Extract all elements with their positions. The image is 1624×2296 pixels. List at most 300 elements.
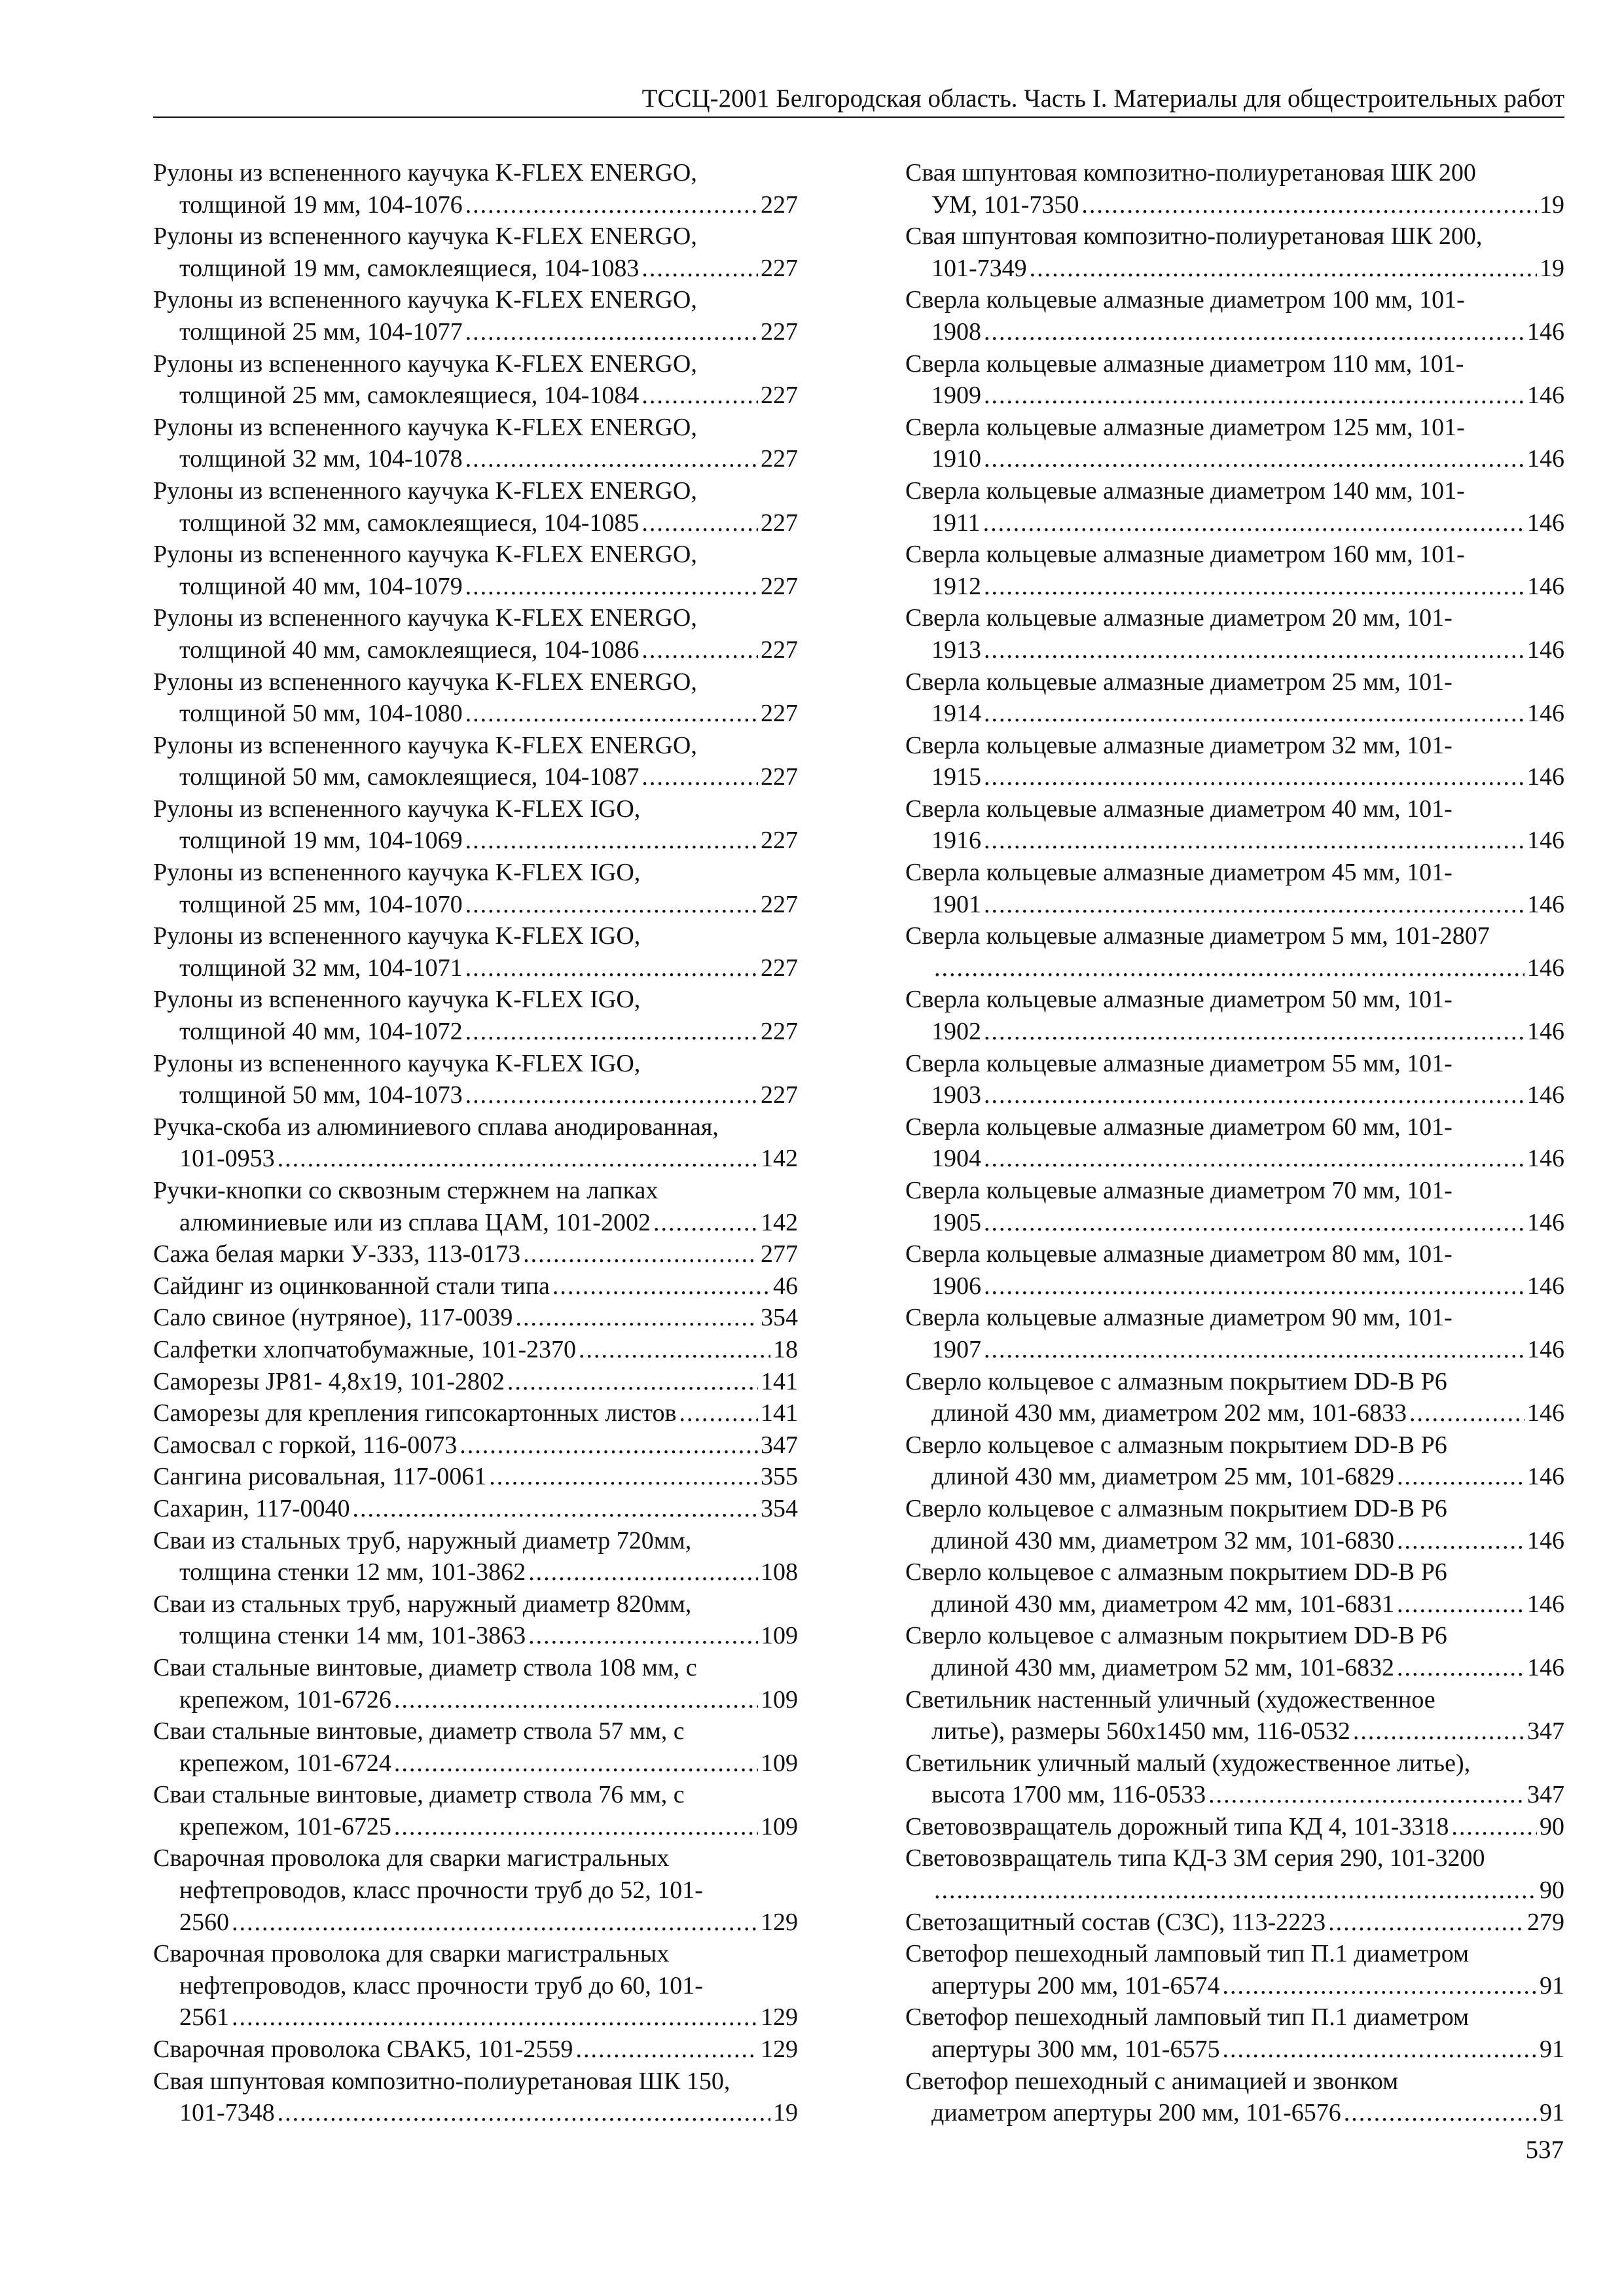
index-entry-page: 347 <box>1527 1717 1564 1746</box>
index-entry <box>153 1238 798 1270</box>
index-entry-text: Светофор пешеходный ламповый тип П.1 диаметром <box>905 1940 1470 1968</box>
dot-leader <box>278 2097 770 2129</box>
index-entry-page: 279 <box>1527 1908 1564 1936</box>
index-entry-leader-line <box>905 1811 1564 1843</box>
index-entry <box>905 920 1564 984</box>
index-entry-tail: толщиной 32 мм, самоклеящиеся, 104-1085 <box>179 509 640 537</box>
index-entry <box>153 1493 798 1525</box>
index-entry <box>153 539 798 602</box>
index-entry-page: 46 <box>773 1272 798 1300</box>
dot-leader <box>465 698 758 730</box>
index-entry-leader-line <box>179 1079 798 1111</box>
index-entry-tail: 1908 <box>931 317 981 346</box>
index-column-left <box>153 157 798 2129</box>
dot-leader <box>460 1429 758 1462</box>
index-entry <box>153 1842 798 1938</box>
index-entry-text: Сверло кольцевое с алмазным покрытием DD-B P6 <box>905 1622 1447 1650</box>
index-entry-text: Светофор пешеходный ламповый тип П.1 диаметром <box>905 2003 1470 2032</box>
index-entry-page: 227 <box>761 190 798 219</box>
index-entry-leader-line <box>179 1207 798 1239</box>
index-entry-tail: 1914 <box>931 700 981 728</box>
index-entry-leader-line <box>931 1270 1564 1302</box>
index-entry-leader-line <box>179 253 798 285</box>
index-entry <box>153 1429 798 1462</box>
index-entry-tail: 1906 <box>931 1272 981 1300</box>
index-entry-page: 146 <box>1527 636 1564 664</box>
dot-leader <box>984 1143 1525 1175</box>
index-entry-text: Сверла кольцевые алмазные диаметром 40 мм, 101- <box>905 795 1453 823</box>
dot-leader <box>984 761 1525 793</box>
index-entry-page: 146 <box>1527 1653 1564 1681</box>
index-entry-page: 19 <box>773 2099 798 2127</box>
index-entry-page: 146 <box>1527 1463 1564 1491</box>
index-entry-text: Рулоны из вспененного каучука K-FLEX ENERGO, <box>153 731 697 759</box>
index-entry-leader-line <box>179 1620 798 1652</box>
index-entry-page: 91 <box>1540 2036 1564 2064</box>
index-entry-leader-line <box>179 825 798 857</box>
index-entry-leader-line <box>931 1016 1564 1048</box>
index-entry-tail: Светозащитный состав (СЗС), 113-2223 <box>905 1908 1326 1936</box>
index-entry-tail: 1903 <box>931 1081 981 1109</box>
dot-leader <box>984 889 1525 921</box>
dot-leader <box>465 571 758 603</box>
index-entry-page: 146 <box>1527 1526 1564 1554</box>
index-entry-page: 129 <box>761 2003 798 2032</box>
index-entry <box>905 1556 1564 1620</box>
dot-leader <box>1353 1715 1525 1748</box>
index-entry-leader-line <box>931 316 1564 348</box>
index-entry-tail: Самосвал с горкой, 116-0073 <box>153 1431 458 1459</box>
dot-leader <box>984 1270 1525 1302</box>
index-entry <box>153 1461 798 1493</box>
index-entry-leader-line <box>179 952 798 984</box>
index-entry-tail: Сварочная проволока СВАК5, 101-2559 <box>153 2036 573 2064</box>
index-entry-leader-line <box>179 380 798 412</box>
index-entry-page: 109 <box>761 1622 798 1650</box>
index-entry-leader-line <box>153 1302 798 1334</box>
index-entry <box>905 1493 1564 1556</box>
index-entry-page: 90 <box>1540 1812 1564 1840</box>
index-entry-leader-line <box>931 1715 1564 1748</box>
index-entry-page: 146 <box>1527 700 1564 728</box>
index-entry-leader-line <box>931 380 1564 412</box>
index-entry-tail: апертуры 200 мм, 101-6574 <box>931 1971 1220 2000</box>
index-entry-leader-line <box>179 1907 798 1939</box>
index-entry <box>905 1366 1564 1429</box>
index-entry-page: 227 <box>761 382 798 410</box>
index-column-right <box>905 157 1564 2129</box>
index-entry-tail: УМ, 101-7350 <box>931 190 1079 219</box>
dot-leader <box>984 316 1525 348</box>
index-entry-page: 146 <box>1527 763 1564 791</box>
index-entry <box>153 2066 798 2129</box>
index-entry <box>905 1748 1564 1811</box>
dot-leader <box>934 952 1525 984</box>
index-entry <box>905 1684 1564 1748</box>
index-entry-text: Свая шпунтовая композитно-полиуретановая ШК 150, <box>153 2067 731 2095</box>
index-entry <box>905 666 1564 730</box>
index-entry-page: 108 <box>761 1558 798 1587</box>
index-entry <box>153 1652 798 1715</box>
index-entry-page: 227 <box>761 509 798 537</box>
index-entry <box>153 475 798 539</box>
index-entry-leader-line <box>931 698 1564 730</box>
index-entry-text: Сверло кольцевое с алмазным покрытием DD-B P6 <box>905 1367 1447 1395</box>
index-entry-text: Сваи стальные винтовые, диаметр ствола 57 мм, с <box>153 1717 685 1746</box>
index-entry-page: 146 <box>1527 1081 1564 1109</box>
dot-leader <box>465 1079 758 1111</box>
index-entry <box>905 539 1564 602</box>
index-entry <box>905 602 1564 666</box>
index-entry-page: 146 <box>1527 1145 1564 1173</box>
index-entry-page: 129 <box>761 1908 798 1936</box>
index-entry <box>153 348 798 412</box>
index-entry-tail: толщиной 40 мм, самоклеящиеся, 104-1086 <box>179 636 640 664</box>
index-entry-text: Рулоны из вспененного каучука K-FLEX ENERGO, <box>153 286 697 314</box>
index-entry-leader-line <box>179 189 798 221</box>
index-entry-leader-line <box>931 2034 1564 2066</box>
index-entry-page: 109 <box>761 1749 798 1777</box>
index-entry-text: Сверла кольцевые алмазные диаметром 100 мм, 101- <box>905 286 1465 314</box>
index-entry-tail: 1909 <box>931 382 981 410</box>
index-entry <box>905 1238 1564 1302</box>
index-entry-text: Сверла кольцевые алмазные диаметром 32 мм, 101- <box>905 731 1453 759</box>
index-entry <box>905 1938 1564 2001</box>
index-entry-text: Свая шпунтовая композитно-полиуретановая ШК 200, <box>905 223 1483 251</box>
dot-leader <box>552 1270 770 1302</box>
dot-leader <box>653 1207 758 1239</box>
index-entry <box>153 793 798 857</box>
index-entry-page: 91 <box>1540 2099 1564 2127</box>
dot-leader <box>641 507 758 539</box>
index-entry-text: Сваи из стальных труб, наружный диаметр 720мм, <box>153 1526 692 1554</box>
index-entry-tail: толщина стенки 14 мм, 101-3863 <box>179 1622 526 1650</box>
index-entry-text: Рулоны из вспененного каучука K-FLEX ENERGO, <box>153 350 697 378</box>
index-entry <box>153 1111 798 1175</box>
index-entry-page: 355 <box>761 1463 798 1491</box>
dot-leader <box>984 825 1525 857</box>
index-entry-tail: 1912 <box>931 572 981 600</box>
index-entry-page: 146 <box>1527 827 1564 855</box>
index-entry-page: 146 <box>1527 509 1564 537</box>
index-entry-page: 227 <box>761 254 798 282</box>
index-entry <box>153 157 798 221</box>
index-entry-page: 146 <box>1527 382 1564 410</box>
index-entry-leader-line <box>153 1270 798 1302</box>
index-entry-tail: толщиной 50 мм, 104-1073 <box>179 1081 463 1109</box>
index-entry-tail: Саморезы JP81- 4,8x19, 101-2802 <box>153 1367 505 1395</box>
index-entry-page: 141 <box>761 1399 798 1427</box>
running-header: ТССЦ-2001 Белгородская область. Часть I. Материалы для общестроительных работ <box>641 84 1564 113</box>
index-entry-page: 146 <box>1527 954 1564 982</box>
index-entry-page: 146 <box>1527 1018 1564 1046</box>
index-entry-page: 227 <box>761 445 798 473</box>
index-entry-tail: 2561 <box>179 2003 229 2032</box>
index-entry <box>905 348 1564 412</box>
index-entry-text: Сверла кольцевые алмазные диаметром 110 мм, 101- <box>905 350 1464 378</box>
dot-leader <box>528 1556 758 1588</box>
index-entry-page: 90 <box>1540 1876 1564 1905</box>
dot-leader <box>1030 253 1537 285</box>
index-entry-leader-line <box>905 1907 1564 1939</box>
index-entry <box>905 2066 1564 2129</box>
index-entry-page: 146 <box>1527 1208 1564 1236</box>
index-entry-tail: толщина стенки 12 мм, 101-3862 <box>179 1558 526 1587</box>
index-entry-page: 91 <box>1540 1971 1564 2000</box>
index-entry-text: Сверла кольцевые алмазные диаметром 5 мм, 101-2807 <box>905 922 1490 950</box>
dot-leader <box>1397 1588 1525 1621</box>
index-entry-text: Ручка-скоба из алюминиевого сплава анодированная, <box>153 1113 719 1141</box>
header-rule <box>153 117 1564 118</box>
dot-leader <box>232 2001 758 2034</box>
index-entry-leader-line <box>931 1779 1564 1811</box>
index-entry-leader-line <box>179 698 798 730</box>
dot-leader <box>1344 2097 1537 2129</box>
index-entry-tail: Сажа белая марки У-333, 113-0173 <box>153 1240 521 1268</box>
index-entry-tail: 1902 <box>931 1018 981 1046</box>
index-entry-leader-line <box>179 2097 798 2129</box>
index-entry-text: Сваи из стальных труб, наружный диаметр 820мм, <box>153 1590 692 1618</box>
index-entry <box>905 412 1564 475</box>
index-entry-tail: толщиной 32 мм, 104-1078 <box>179 445 463 473</box>
index-entry <box>905 284 1564 348</box>
index-entry-leader-line <box>931 952 1564 984</box>
index-entry-tail: литье), размеры 560x1450 мм, 116-0532 <box>931 1717 1350 1746</box>
index-entry-tail: 1907 <box>931 1335 981 1363</box>
dot-leader <box>394 1811 758 1843</box>
index-entry-leader-line <box>931 253 1564 285</box>
index-entry-page: 277 <box>761 1240 798 1268</box>
index-entry-tail: толщиной 19 мм, самоклеящиеся, 104-1083 <box>179 254 640 282</box>
index-entry-page: 227 <box>761 317 798 346</box>
index-entry-tail: толщиной 25 мм, 104-1070 <box>179 890 463 918</box>
dot-leader <box>278 1143 758 1175</box>
index-entry-leader-line <box>153 1397 798 1429</box>
dot-leader <box>465 889 758 921</box>
index-entry <box>905 1429 1564 1493</box>
index-entry <box>905 1842 1564 1906</box>
dot-leader <box>984 1207 1525 1239</box>
dot-leader <box>641 380 758 412</box>
index-entry-text: Рулоны из вспененного каучука K-FLEX IGO, <box>153 795 641 823</box>
index-entry-tail: толщиной 50 мм, 104-1080 <box>179 700 463 728</box>
index-entry-text: Свая шпунтовая композитно-полиуретановая ШК 200 <box>905 159 1476 187</box>
index-entry <box>905 1175 1564 1238</box>
index-entry-page: 146 <box>1527 1399 1564 1427</box>
index-entry-tail: Салфетки хлопчатобумажные, 101-2370 <box>153 1335 576 1363</box>
index-entry-text: Ручки-кнопки со сквозным стержнем на лапках <box>153 1177 659 1204</box>
index-entry-text: Сверло кольцевое с алмазным покрытием DD-B P6 <box>905 1558 1447 1587</box>
index-entry-tail: крепежом, 101-6725 <box>179 1812 391 1840</box>
index-entry-tail: 1910 <box>931 445 981 473</box>
index-entry-tail: длиной 430 мм, диаметром 52 мм, 101-6832 <box>931 1653 1394 1681</box>
dot-leader <box>984 571 1525 603</box>
index-entry-tail: 1901 <box>931 890 981 918</box>
index-entry-text: Сверла кольцевые алмазные диаметром 80 мм, 101- <box>905 1240 1453 1268</box>
index-entry-leader-line <box>179 889 798 921</box>
index-entry-text: Сверла кольцевые алмазные диаметром 125 мм, 101- <box>905 413 1465 441</box>
index-entry-leader-line <box>931 1588 1564 1621</box>
index-entry-page: 18 <box>773 1335 798 1363</box>
dot-leader <box>1222 1970 1537 2002</box>
index-entry-tail: крепежом, 101-6724 <box>179 1749 391 1777</box>
index-entry-page: 227 <box>761 890 798 918</box>
index-entry-text: Рулоны из вспененного каучука K-FLEX ENERGO, <box>153 604 697 632</box>
index-entry-tail: 101-7349 <box>931 254 1027 282</box>
dot-leader <box>641 761 758 793</box>
dot-leader <box>465 443 758 475</box>
index-entry-tail: толщиной 19 мм, 104-1076 <box>179 190 463 219</box>
index-entry-tail: толщиной 32 мм, 104-1071 <box>179 954 463 982</box>
index-entry-text: Светильник настенный уличный (художественное <box>905 1685 1435 1713</box>
index-entry <box>905 1811 1564 1843</box>
index-entry-page: 146 <box>1527 1335 1564 1363</box>
dot-leader <box>983 507 1525 539</box>
index-entry-leader-line <box>931 1334 1564 1366</box>
dot-leader <box>353 1493 759 1525</box>
index-entry-tail: толщиной 40 мм, 104-1072 <box>179 1018 463 1046</box>
index-entry <box>153 1175 798 1238</box>
index-entry-tail: Сайдинг из оцинкованной стали типа <box>153 1272 550 1300</box>
dot-leader <box>465 316 758 348</box>
index-entry-tail: 1916 <box>931 827 981 855</box>
index-entry-page: 227 <box>761 827 798 855</box>
index-entry-page: 227 <box>761 763 798 791</box>
index-entry-text: Рулоны из вспененного каучука K-FLEX IGO, <box>153 859 641 887</box>
index-entry-tail: длиной 430 мм, диаметром 32 мм, 101-6830 <box>931 1526 1394 1554</box>
index-entry <box>153 857 798 920</box>
index-entry <box>153 1588 798 1652</box>
dot-leader <box>1208 1779 1525 1811</box>
index-entry-tail: Световозвращатель дорожный типа КД 4, 101-3318 <box>905 1812 1449 1840</box>
index-entry <box>153 666 798 730</box>
index-entry-text: Сверла кольцевые алмазные диаметром 90 мм, 101- <box>905 1304 1453 1332</box>
index-entry-leader-line <box>179 571 798 603</box>
index-entry-leader-line <box>931 1525 1564 1557</box>
index-entry <box>153 1048 798 1111</box>
index-entry-page: 227 <box>761 1081 798 1109</box>
index-entry-page: 227 <box>761 572 798 600</box>
index-entry-text: Сверла кольцевые алмазные диаметром 45 мм, 101- <box>905 859 1453 887</box>
index-entry-text: Сверла кольцевые алмазные диаметром 60 мм, 101- <box>905 1113 1453 1141</box>
index-entry-text: Рулоны из вспененного каучука K-FLEX IGO, <box>153 986 641 1014</box>
index-entry-leader-line <box>931 1652 1564 1684</box>
index-entry <box>153 1302 798 1334</box>
index-entry-tail: 1905 <box>931 1208 981 1236</box>
index-entry-tail: крепежом, 101-6726 <box>179 1685 391 1713</box>
index-entry <box>153 920 798 984</box>
index-entry-tail: 1911 <box>931 509 981 537</box>
index-entry-page: 347 <box>761 1431 798 1459</box>
dot-leader <box>984 380 1525 412</box>
index-entry <box>153 1715 798 1779</box>
index-entry-leader-line <box>179 316 798 348</box>
index-entry-tail: толщиной 40 мм, 104-1079 <box>179 572 463 600</box>
dot-leader <box>1451 1811 1537 1843</box>
index-entry-leader-line <box>179 761 798 793</box>
index-entry <box>905 1907 1564 1939</box>
index-entry-text: Рулоны из вспененного каучука K-FLEX ENERGO, <box>153 223 697 251</box>
index-entry-tail: длиной 430 мм, диаметром 42 мм, 101-6831 <box>931 1590 1394 1618</box>
index-entry-tail: 101-7348 <box>179 2099 275 2127</box>
index-entry-text: Сваи стальные винтовые, диаметр ствола 76 мм, с <box>153 1781 685 1809</box>
dot-leader <box>507 1366 758 1398</box>
index-entry <box>905 1048 1564 1111</box>
index-entry-leader-line <box>153 1429 798 1462</box>
index-entry-leader-line <box>931 507 1564 539</box>
dot-leader <box>1222 2034 1537 2066</box>
index-entry-tail: Сахарин, 117-0040 <box>153 1494 350 1522</box>
index-entry-tail: Сало свиное (нутряное), 117-0039 <box>153 1304 513 1332</box>
dot-leader <box>984 1079 1525 1111</box>
index-entry-leader-line <box>931 2097 1564 2129</box>
index-entry <box>153 1525 798 1588</box>
index-entry-leader-line <box>153 2034 798 2066</box>
index-entry-text: Рулоны из вспененного каучука K-FLEX ENERGO, <box>153 668 697 696</box>
index-entry-tail: толщиной 19 мм, 104-1069 <box>179 827 463 855</box>
index-entry-tail: Саморезы для крепления гипсокартонных листов <box>153 1399 677 1427</box>
dot-leader <box>934 1874 1537 1907</box>
index-entry <box>153 984 798 1047</box>
index-entry-leader-line <box>931 1874 1564 1907</box>
dot-leader <box>465 189 758 221</box>
index-entry-page: 146 <box>1527 1590 1564 1618</box>
index-entry-page: 146 <box>1527 890 1564 918</box>
index-entry <box>905 157 1564 221</box>
index-entry-text: Сварочная проволока для сварки магистральных нефтепроводов, класс прочности труб до 60, 101- <box>153 1940 703 2000</box>
index-entry-leader-line <box>931 1397 1564 1429</box>
index-entry-page: 19 <box>1540 254 1564 282</box>
index-entry-leader-line <box>179 443 798 475</box>
index-entry <box>153 1779 798 1842</box>
dot-leader <box>465 825 758 857</box>
dot-leader <box>984 698 1525 730</box>
index-entry-tail: высота 1700 мм, 116-0533 <box>931 1781 1206 1809</box>
index-entry <box>905 857 1564 920</box>
dot-leader <box>641 634 758 666</box>
index-entry-text: Сверла кольцевые алмазные диаметром 20 мм, 101- <box>905 604 1453 632</box>
dot-leader <box>465 1016 758 1048</box>
index-entry-tail: диаметром апертуры 200 мм, 101-6576 <box>931 2099 1341 2127</box>
index-entry-page: 109 <box>761 1812 798 1840</box>
index-entry-leader-line <box>931 825 1564 857</box>
index-entry-tail: алюминиевые или из сплава ЦАМ, 101-2002 <box>179 1208 651 1236</box>
index-entry-leader-line <box>931 761 1564 793</box>
index-entry-page: 347 <box>1527 1781 1564 1809</box>
index-entry-page: 146 <box>1527 445 1564 473</box>
index-entry-leader-line <box>931 634 1564 666</box>
index-entry <box>905 1620 1564 1683</box>
index-entry-leader-line <box>153 1366 798 1398</box>
index-entry <box>905 475 1564 539</box>
index-entry-leader-line <box>153 1238 798 1270</box>
index-entry-leader-line <box>179 2001 798 2034</box>
dot-leader <box>515 1302 758 1334</box>
index-entry <box>153 602 798 666</box>
dot-leader <box>1409 1397 1525 1429</box>
index-entry-page: 109 <box>761 1685 798 1713</box>
index-entry <box>905 1111 1564 1175</box>
dot-leader <box>489 1461 758 1493</box>
index-entry-text: Световозвращатель типа КД-3 ЗМ серия 290, 101-3200 <box>905 1844 1485 1873</box>
index-entry-leader-line <box>179 1143 798 1175</box>
dot-leader <box>984 443 1525 475</box>
index-entry-page: 354 <box>761 1304 798 1332</box>
index-entry <box>153 2034 798 2066</box>
index-entry-tail: 1913 <box>931 636 981 664</box>
index-entry-tail: длиной 430 мм, диаметром 202 мм, 101-6833 <box>931 1399 1407 1427</box>
index-entry-leader-line <box>931 443 1564 475</box>
